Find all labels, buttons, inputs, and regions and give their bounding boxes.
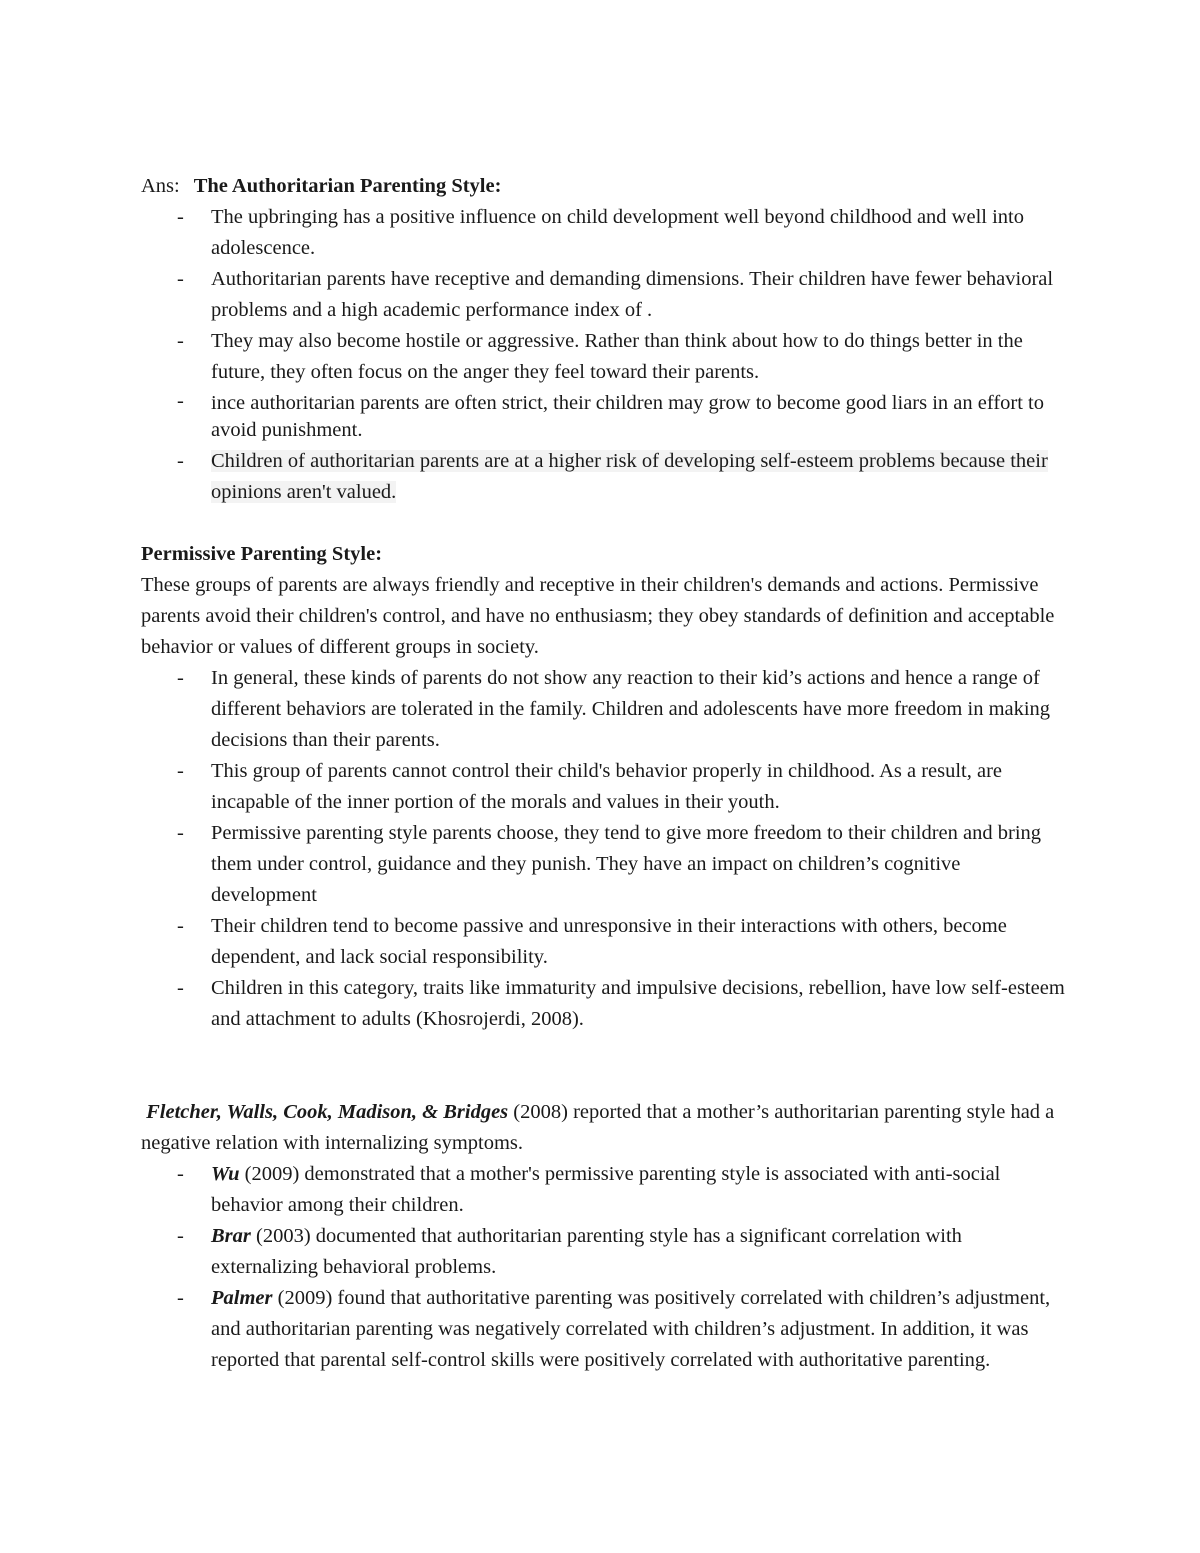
dash-bullet: -: [177, 206, 184, 228]
permissive-list: [141, 663, 1071, 1035]
permissive-intro: These groups of parents are always friendly and receptive in their children's demands and actions. Permissive parents avoid their children's control, and have no enthusiasm; they obey standards of definition and acceptable behavior or values of different groups in society.: [141, 574, 1055, 658]
dash-bullet: -: [177, 977, 184, 999]
dash-bullet: -: [177, 822, 184, 844]
permissive-title: Permissive Parenting Style:: [141, 543, 383, 565]
dash-bullet: -: [177, 667, 184, 689]
dash-bullet: -: [177, 450, 184, 472]
document-page: [141, 171, 1071, 1376]
citation-author: Wu: [211, 1163, 240, 1185]
dash-bullet: -: [177, 760, 184, 782]
dash-bullet: -: [177, 1163, 184, 1185]
authoritarian-heading: [141, 171, 1071, 202]
ans-label: Ans:: [141, 175, 180, 197]
list-item: - Wu (2009) demonstrated that a mother's permissive parenting style is associated with anti-social behavior among their children.: [141, 1159, 1071, 1221]
dash-bullet: -: [177, 1287, 184, 1309]
research-intro: Fletcher, Walls, Cook, Madison, & Bridges (2008) reported that a mother’s authoritarian parenting style had a negative relation with internalizing symptoms.: [141, 1101, 1055, 1154]
list-item: - Children in this category, traits like immaturity and impulsive decisions, rebellion, have low self-esteem and attachment to adults (Khosrojerdi, 2008).: [141, 973, 1071, 1035]
dash-bullet: -: [177, 268, 184, 290]
authoritarian-title: The Authoritarian Parenting Style:: [193, 175, 502, 197]
dash-bullet: -: [177, 330, 184, 352]
dash-bullet: -: [177, 915, 184, 937]
research-list: [141, 1159, 1071, 1376]
spacer: [141, 508, 1071, 539]
list-item: - Their children tend to become passive and unresponsive in their interactions with others, become dependent, and lack social responsibility.: [141, 911, 1071, 973]
list-item: - They may also become hostile or aggressive. Rather than think about how to do things better in the future, they often focus on the anger they feel toward their parents.: [141, 326, 1071, 388]
dash-bullet: -: [177, 1225, 184, 1247]
list-item: - Palmer (2009) found that authoritative parenting was positively correlated with children’s adjustment, and authoritarian parenting was negatively correlated with children’s adjustment. In addition, it was reported that parental self-control skills were positively correlated with authoritative parenting.: [141, 1283, 1071, 1376]
citation-authors: Fletcher, Walls, Cook, Madison, & Bridges: [146, 1101, 509, 1123]
list-item: - Permissive parenting style parents choose, they tend to give more freedom to their children and bring them under control, guidance and they punish. They have an impact on children’s cognitive development: [141, 818, 1071, 911]
list-item: - In general, these kinds of parents do not show any reaction to their kid’s actions and hence a range of different behaviors are tolerated in the family. Children and adolescents have more freedom in making decisions than their parents.: [141, 663, 1071, 756]
citation-author: Brar: [211, 1225, 251, 1247]
list-item: - The upbringing has a positive influence on child development well beyond childhood and well into adolescence.: [141, 202, 1071, 264]
list-item: - This group of parents cannot control their child's behavior properly in childhood. As a result, are incapable of the inner portion of the morals and values in their youth.: [141, 756, 1071, 818]
citation-author: Palmer: [211, 1287, 273, 1309]
dash-bullet: -: [177, 390, 184, 412]
authoritarian-list: [141, 202, 1071, 508]
list-item: - ince authoritarian parents are often strict, their children may grow to become good liars in an effort to avoid punishment.: [177, 390, 1044, 441]
spacer: [141, 1035, 1071, 1097]
list-item: - Authoritarian parents have receptive and demanding dimensions. Their children have fewer behavioral problems and a high academic performance index of .: [141, 264, 1071, 326]
list-item: - Children of authoritarian parents are at a higher risk of developing self-esteem problems because their opinions aren't valued.: [141, 446, 1071, 508]
list-item: - Brar (2003) documented that authoritarian parenting style has a significant correlation with externalizing behavioral problems.: [141, 1221, 1071, 1283]
